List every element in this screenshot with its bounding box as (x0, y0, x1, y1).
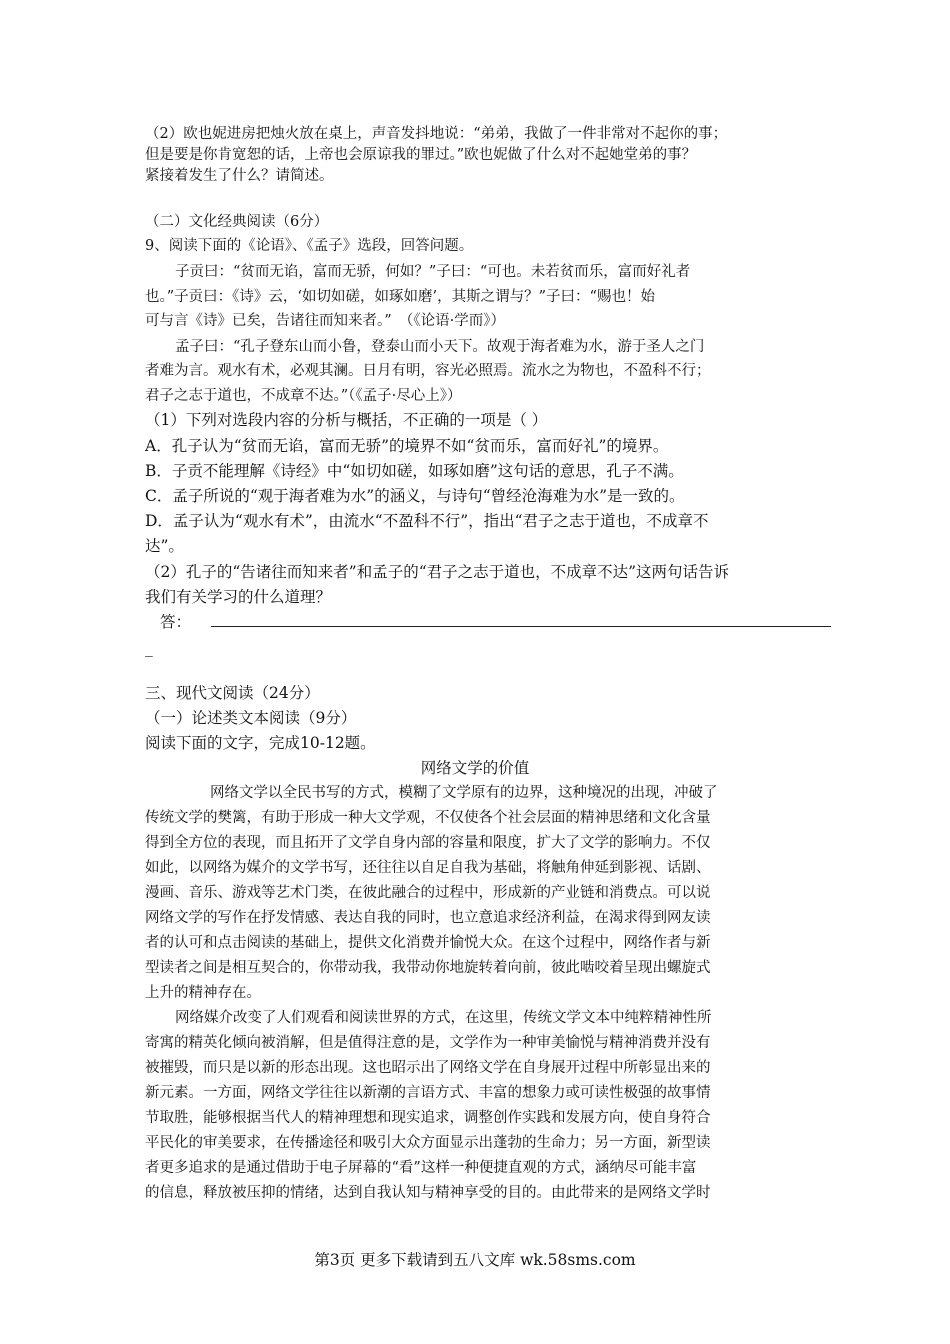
q9-option-c: C．孟子所说的“观于海者难为水”的涵义，与诗句“曾经沧海难为水”是一致的。 (145, 487, 685, 505)
para2-line-2: 寄寓的精英化倾向被消解，但是值得注意的是，文学作为一种审美愉悦与精神消费并没有 (145, 1035, 711, 1051)
section3-subheading: （一）论述类文本阅读（9分） (145, 709, 357, 727)
lunyu-line-1: 子贡曰：“贫而无谄，富而无骄，何如？”子曰：“可也。未若贫而乐，富而好礼者 (175, 264, 691, 280)
answer-line[interactable] (211, 626, 831, 627)
para2-line-7: 者更多追求的是通过借助于电子屏幕的“看”这样一种便捷直观的方式，涵纳尽可能丰富 (145, 1160, 697, 1176)
para1-line-1: 网络文学以全民书写的方式，模糊了文学原有的边界，这种境况的出现，冲破了 (210, 785, 718, 801)
para2-line-3: 被摧毁，而只是以新的形态出现。这也昭示出了网络文学在自身展开过程中所彰显出来的 (145, 1060, 711, 1076)
lunyu-line-3: 可与言《诗》已矣，告诸往而知来者。” （《论语·学而》） (145, 313, 506, 329)
mengzi-line-3: 君子之志于道也，不成章不达。”（《孟子·尽心上》） (145, 388, 462, 404)
q9-option-d-line-1: D．孟子认为“观水有术”，由流水“不盈科不行”，指出“君子之志于道也，不成章不 (145, 512, 709, 530)
mengzi-line-2: 者难为言。观水有术，必观其澜。日月有明，容光必照焉。流水之为物也，不盈科不行； (145, 363, 711, 379)
para2-line-5: 节取胜，能够根据当代人的精神理想和现实追求，调整创作实践和发展方向，使自身符合 (145, 1110, 711, 1126)
para1-line-3: 得到全方位的表现，而且拓开了文学自身内部的容量和限度，扩大了文学的影响力。不仅 (145, 835, 711, 851)
q9-sub2-line-2: 我们有关学习的什么道理？ (145, 588, 332, 606)
para1-line-5: 漫画、音乐、游戏等艺术门类，在彼此融合的过程中，形成新的产业链和消费点。可以说 (145, 885, 711, 901)
q9-option-b: B．子贡不能理解《诗经》中“如切如磋，如琢如磨”这句话的意思，孔子不满。 (145, 462, 684, 480)
answer-tail: _ (145, 639, 153, 657)
section3-heading: 三、现代文阅读（24分） (145, 684, 320, 702)
para1-line-6: 网络文学的写作在抒发情感、表达自我的同时，也立意追求经济利益，在渴求得到网友读 (145, 910, 711, 926)
para1-line-2: 传统文学的樊篱，有助于形成一种大文学观，不仅使各个社会层面的精神思绪和文化含量 (145, 810, 711, 826)
q9-option-a: A．孔子认为“贫而无谄，富而无骄”的境界不如“贫而乐，富而好礼”的境界。 (145, 437, 669, 455)
section3-instruction: 阅读下面的文字，完成10-12题。 (145, 734, 376, 752)
q8-2-line-3: 紧接着发生了什么？请简述。 (145, 168, 334, 184)
para2-line-6: 平民化的审美要求，在传播途径和吸引大众方面显示出蓬勃的生命力；另一方面，新型读 (145, 1135, 711, 1151)
answer-label: 答： (160, 613, 192, 631)
q9-sub1: （1）下列对选段内容的分析与概括，不正确的一项是（ ） (145, 411, 548, 429)
q9-prompt: 9、阅读下面的《论语》、《孟子》选段，回答问题。 (145, 238, 474, 254)
para1-line-7: 者的认可和点击阅读的基础上，提供文化消费并愉悦大众。在这个过程中，网络作者与新 (145, 935, 711, 951)
para1-line-8: 型读者之间是相互契合的，你带动我，我带动你地旋转着向前，彼此啮咬着呈现出螺旋式 (145, 960, 711, 976)
q9-option-d-line-2: 达”。 (145, 537, 184, 555)
para1-line-4: 如此，以网络为媒介的文学书写，还往往以自足自我为基础，将触角伸延到影视、话剧、 (145, 860, 711, 876)
q9-sub2-line-1: （2）孔子的“告诸往而知来者”和孟子的“君子之志于道也，不成章不达”这两句话告诉 (145, 563, 730, 581)
page-footer: 第3页 更多下载请到五八文库 wk.58sms.com (314, 1251, 636, 1269)
q8-2-line-2: 但是要是你肯宽恕的话，上帝也会原谅我的罪过。”欧也妮做了什么对不起她堂弟的事？ (145, 147, 697, 163)
para2-line-4: 新元素。一方面，网络文学往往以新潮的言语方式、丰富的想象力或可读性极强的故事情 (145, 1085, 711, 1101)
para2-line-1: 网络媒介改变了人们观看和阅读世界的方式，在这里，传统文学文本中纯粹精神性所 (175, 1010, 712, 1026)
mengzi-line-1: 孟子曰：“孔子登东山而小鲁，登泰山而小天下。故观于海者难为水，游于圣人之门 (175, 339, 705, 355)
article-title: 网络文学的价值 (420, 759, 530, 777)
para2-line-8: 的信息，释放被压抑的情绪，达到自我认知与精神享受的目的。由此带来的是网络文学时 (145, 1185, 711, 1201)
q8-2-line-1: （2）欧也妮进房把烛火放在桌上，声音发抖地说：“弟弟，我做了一件非常对不起你的事； (145, 126, 728, 142)
para1-line-9: 上升的精神存在。 (145, 985, 261, 1001)
section2-heading: （二）文化经典阅读（6分） (145, 214, 329, 230)
lunyu-line-2: 也。”子贡曰：《诗》云，‘如切如磋，如琢如磨’，其斯之谓与？”子曰：“赐也！始 (145, 289, 655, 305)
